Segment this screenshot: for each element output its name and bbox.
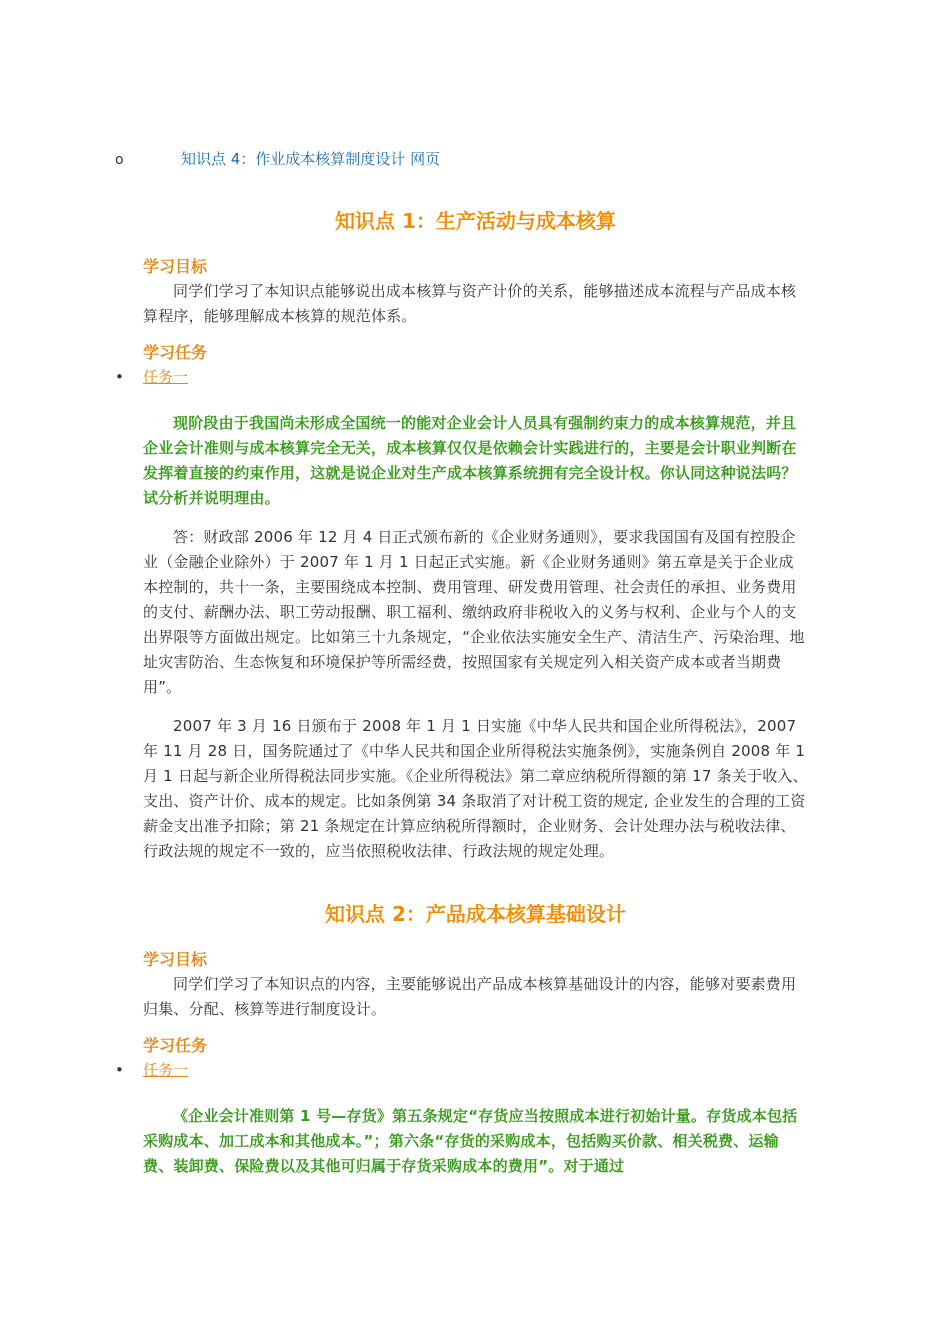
learning-goal-heading: 学习目标 — [143, 257, 208, 276]
task-question: 《企业会计准则第 1 号—存货》第五条规定“存货应当按照成本进行初始计量。存货成本包括采购成本、加工成本和其他成本。”；第六条“存货的采购成本，包括购买价款、相关税费、运输费、装卸费、保险费以及其他可归属于存货采购成本的费用”。对于通过 — [143, 1107, 798, 1175]
section-title: 知识点 2：产品成本核算基础设计 — [325, 902, 626, 926]
section-knowledge-point-2 — [115, 900, 808, 1179]
task-one-link[interactable]: 任务一 — [143, 1061, 189, 1079]
task-one-link[interactable]: 任务一 — [143, 368, 189, 386]
task-list-item — [115, 365, 808, 391]
nav-bullet: o — [115, 152, 124, 168]
section-knowledge-point-1 — [115, 207, 808, 864]
answer-paragraph-1: 答：财政部 2006 年 12 月 4 日正式颁布新的《企业财务通则》，要求我国国有及国有控股企业（金融企业除外）于 2007 年 1 月 1 日起正式实施。新《企业财务通则》第五章是关于企业成本控制的，共十一条，主要围绕成本控制、费用管理、研发费用管理、社会责任的承担、业务费用的支付、薪酬办法、职工劳动报酬、职工福利、缴纳政府非税收入的义务与权利、企业与个人的支出界限等方面做出规定。比如第三十九条规定，“企业依法实施安全生产、清洁生产、污染治理、地址灾害防治、生态恢复和环境保护等所需经费，按照国家有关规定列入相关资产成本或者当期费用”。 — [143, 528, 805, 696]
learning-task-heading: 学习任务 — [143, 343, 208, 362]
task-bullet: • — [115, 368, 124, 386]
task-question: 现阶段由于我国尚未形成全国统一的能对企业会计人员具有强制约束力的成本核算规范，并且企业会计准则与成本核算完全无关，成本核算仅仅是依赖会计实践进行的，主要是会计职业判断在发挥着直接的约束作用，这就是说企业对生产成本核算系统拥有完全设计权。你认同这种说法吗？试分析并说明理由。 — [143, 414, 797, 507]
learning-goal-heading: 学习目标 — [143, 950, 208, 969]
nav-list-item — [115, 148, 815, 172]
section-title: 知识点 1：生产活动与成本核算 — [335, 209, 616, 233]
task-list-item — [115, 1058, 808, 1084]
answer-paragraph-2: 2007 年 3 月 16 日颁布于 2008 年 1 月 1 日实施《中华人民共和国企业所得税法》，2007 年 11 月 28 日，国务院通过了《中华人民共和国企业所得税法实施条例》，实施条例自 2008 年 1 月 1 日起与新企业所得税法同步实施。《企业所得税法》第二章应纳税所得额的第 17 条关于收入、支出、资产计价、成本的规定。比如条例第 34 条取消了对计税工资的规定, 企业发生的合理的工资薪金支出准予扣除；第 21 条规定在计算应纳税所得额时，企业财务、会计处理办法与税收法律、行政法规的规定不一致的，应当依照税收法律、行政法规的规定处理。 — [143, 717, 808, 860]
nav-link-knowledge-point-4[interactable]: 知识点 4：作业成本核算制度设计 网页 — [181, 150, 441, 168]
learning-task-heading: 学习任务 — [143, 1036, 208, 1055]
learning-goal-text: 同学们学习了本知识点的内容，主要能够说出产品成本核算基础设计的内容，能够对要素费用归集、分配、核算等进行制度设计。 — [143, 975, 797, 1018]
learning-goal-text: 同学们学习了本知识点能够说出成本核算与资产计价的关系，能够描述成本流程与产品成本核算程序，能够理解成本核算的规范体系。 — [143, 282, 797, 325]
task-bullet: • — [115, 1061, 124, 1079]
